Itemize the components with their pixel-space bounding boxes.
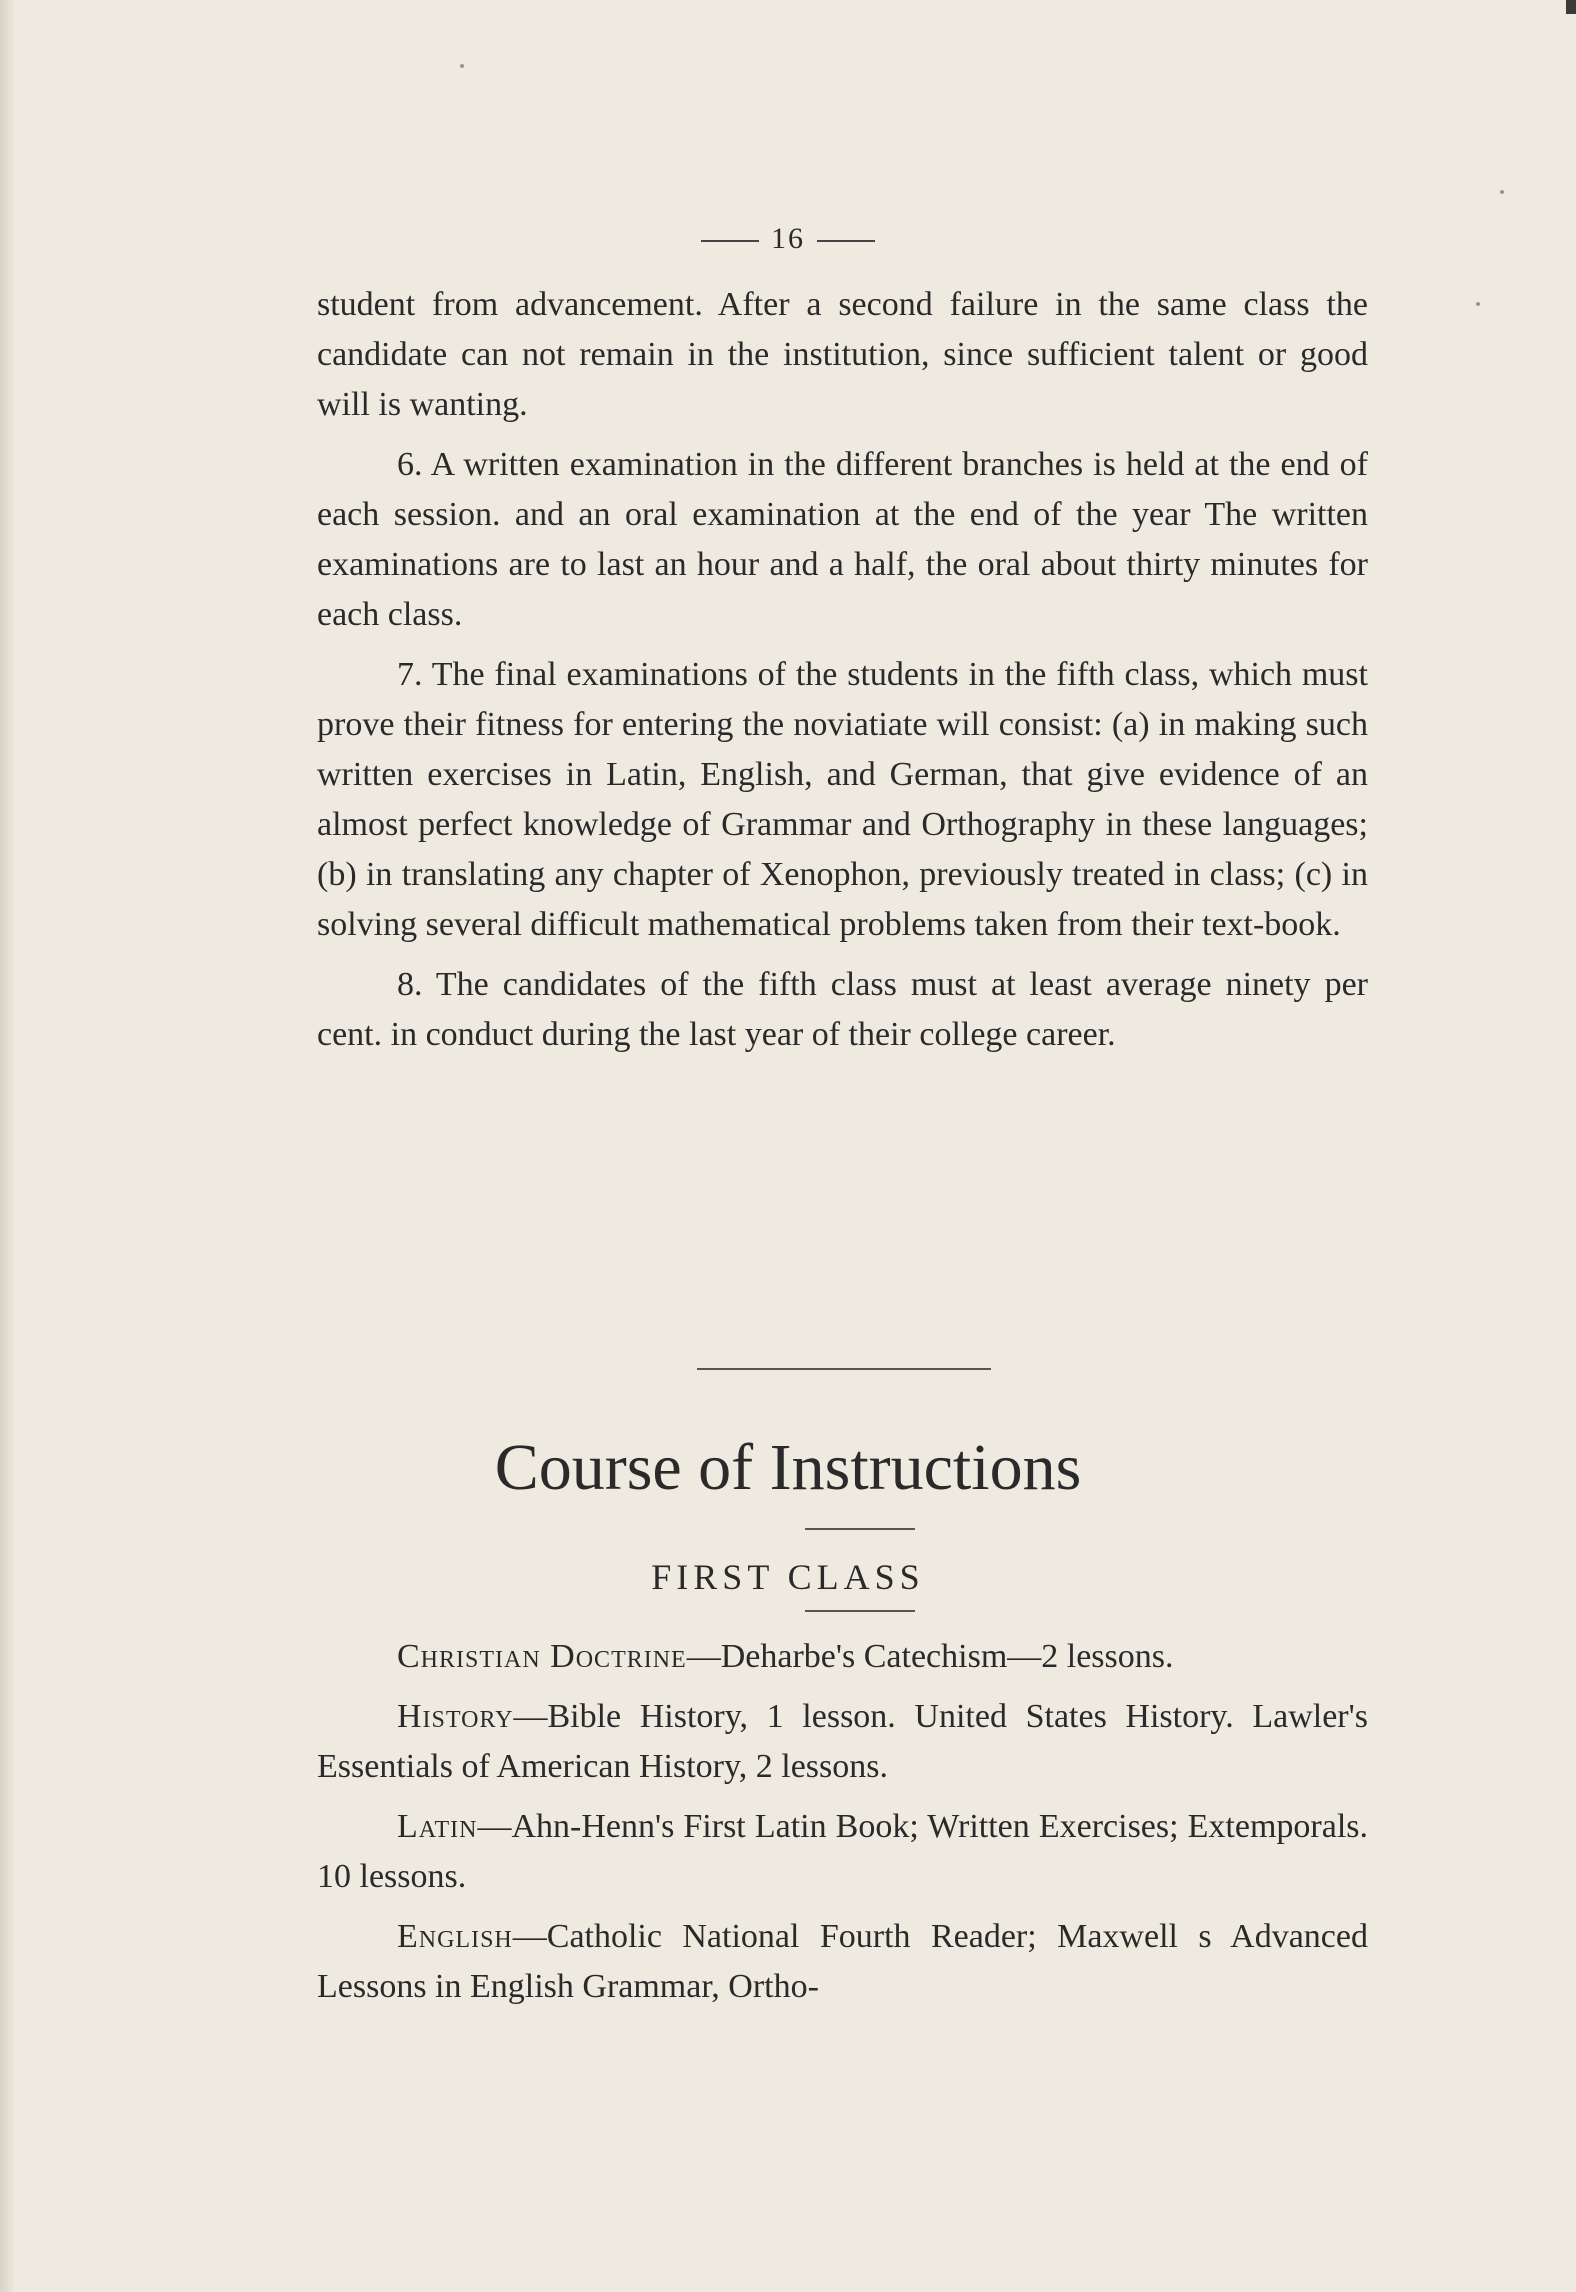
paragraph-8: 8. The candidates of the fifth class must at least average ninety per cent. in conduct during the last year of their college career.: [317, 966, 1368, 1053]
section-title: Course of Instructions: [494, 1431, 1082, 1504]
paragraph-continuation: student from advancement. After a second failure in the same class the candidate can not remain in the institution, since sufficient talent or good will is wanting.: [317, 286, 1368, 423]
paragraph-7: 7. The final examinations of the students in the fifth class, which must prove their fitness for entering the noviatiate will consist: (a) in making such written exercises in Latin, English, and German, that give evidence of an almost perfect knowledge of Grammar and Orthography in these languages; (b) in translating any chapter of Xenophon, previously treated in class; (c) in solving several difficult mathematical problems taken from their text-book.: [317, 656, 1368, 943]
subject-latin: [317, 1802, 1368, 1902]
page-number-text: 16: [771, 222, 805, 255]
page-binding-edge: [0, 0, 14, 2292]
page-number: [0, 222, 1576, 256]
paper-speck: [1500, 190, 1504, 194]
body-text: [317, 280, 1368, 1070]
subject-history: [317, 1692, 1368, 1792]
subject-christian-doctrine: [317, 1632, 1368, 1682]
subject-english: [317, 1912, 1368, 2012]
page-corner-mark: [1566, 0, 1576, 14]
paper-speck: [460, 64, 464, 68]
page-number-dash-right: [817, 240, 875, 242]
subject-name: Christian Doctrine: [397, 1638, 687, 1675]
course-list: [317, 1632, 1368, 2022]
title-rule: [805, 1528, 915, 1530]
subject-name: History: [397, 1698, 514, 1735]
subject-text: —Catholic National Fourth Reader; Maxwell s Advanced Lessons in English Grammar, Ortho-: [317, 1918, 1368, 2005]
subject-text: —Ahn-Henn's First Latin Book; Written Exercises; Extemporals. 10 lessons.: [317, 1808, 1368, 1895]
subject-name: Latin: [397, 1808, 478, 1845]
paragraph-6: 6. A written examination in the different branches is held at the end of each session. and an oral examination at the end of the year The written examinations are to last an hour and a half, the oral about thirty minutes for each class.: [317, 446, 1368, 633]
class-title: FIRST CLASS: [651, 1557, 925, 1597]
section-separator: [697, 1368, 991, 1370]
subject-text: —Bible History, 1 lesson. United States History. Lawler's Essentials of American History, 2 lessons.: [317, 1698, 1368, 1785]
class-title-rule: [805, 1610, 915, 1612]
paper-speck: [1476, 302, 1480, 306]
subject-text: —Deharbe's Catechism—2 lessons.: [686, 1638, 1174, 1675]
page-number-dash-left: [701, 240, 759, 242]
subject-name: English: [397, 1918, 513, 1955]
